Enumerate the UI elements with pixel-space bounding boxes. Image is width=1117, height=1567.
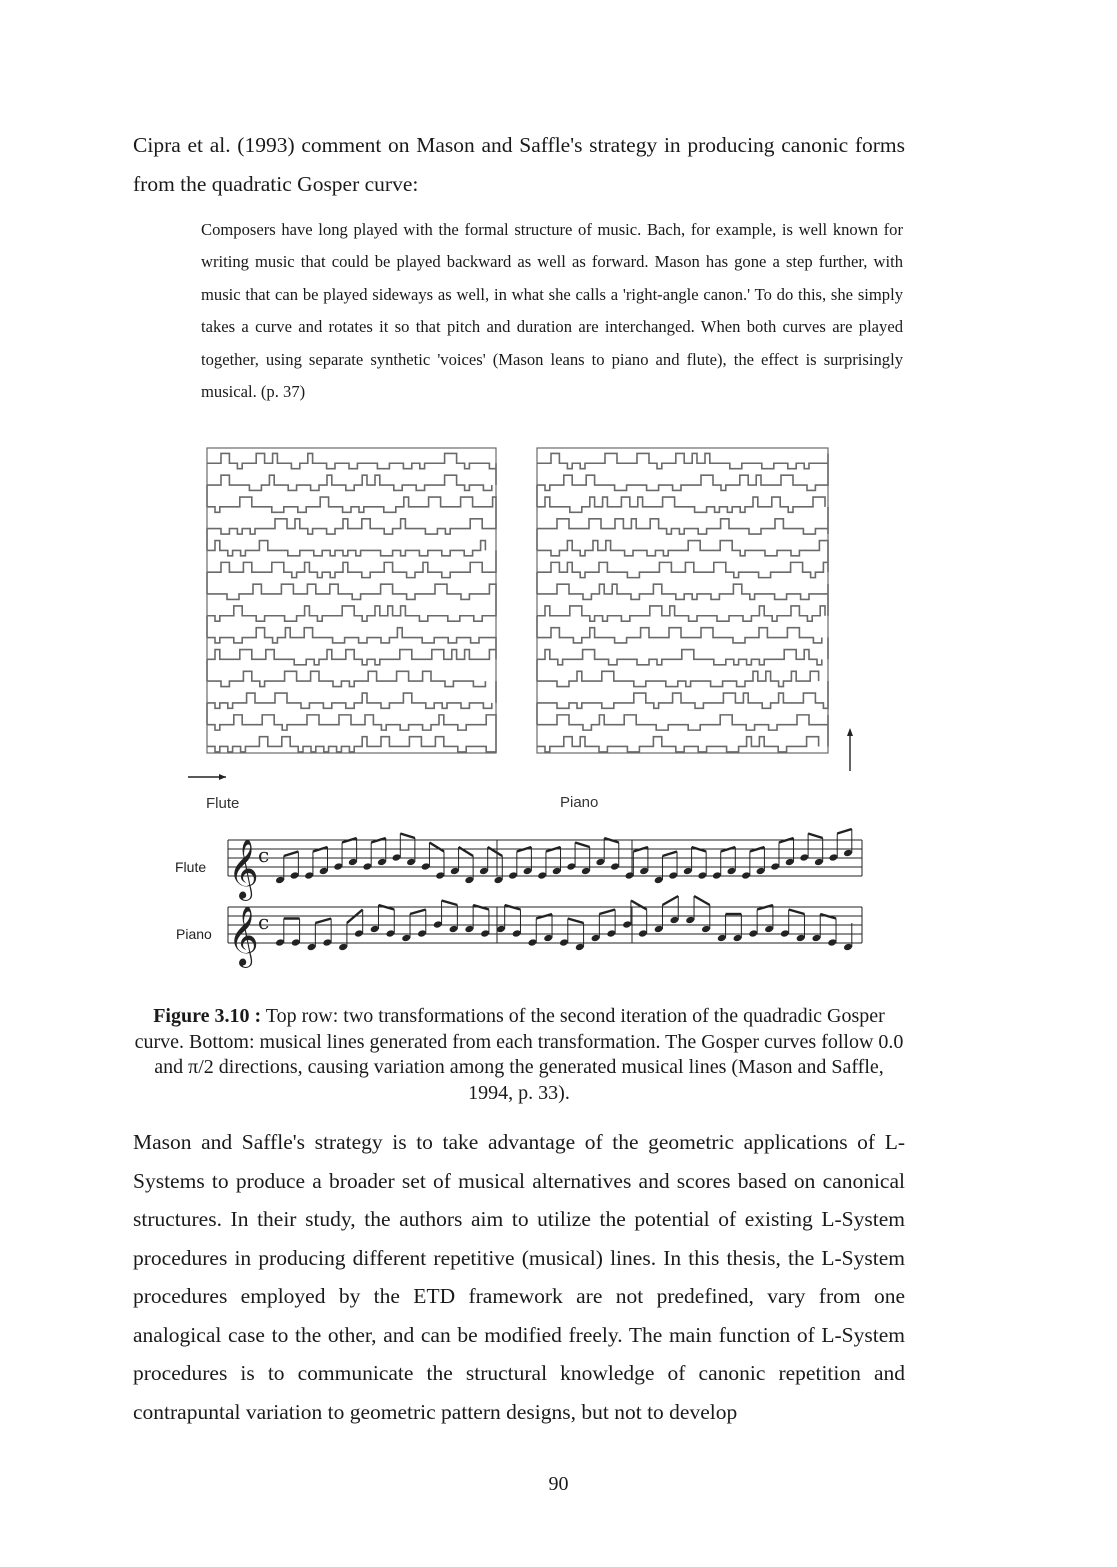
note-beam xyxy=(568,919,584,924)
note-beam xyxy=(400,834,415,839)
note-beam xyxy=(284,852,299,857)
figure-caption xyxy=(133,1004,905,1106)
note-beam xyxy=(575,843,590,848)
note-beam xyxy=(429,843,444,852)
note-beam xyxy=(662,852,677,857)
note-beam xyxy=(789,910,805,915)
staff-label-flute: Flute xyxy=(175,859,207,875)
time-signature: c xyxy=(258,910,270,934)
piano-gosper-curve xyxy=(537,448,828,753)
flute-gosper-curve xyxy=(207,448,496,753)
page-number: 90 xyxy=(548,1473,569,1495)
note-beam xyxy=(662,896,678,905)
staff-label-piano: Piano xyxy=(176,926,212,942)
treble-clef-icon: 𝄞 xyxy=(228,841,259,898)
block-quote: Composers have long played with the formal structure of music. Bach, for example, is well known for writing music that could be played backward as well as forward. Mason has gone a step further, with music that can be played sideways as well, in what she calls a 'right-angle canon.' To do this, she simply takes a curve and rotates it so that pitch and duration are interchanged. When both curves are played together, using separate synthetic 'voices' (Mason leans to piano and flute), the effect is surprisingly musical. (p. 37) xyxy=(201,220,903,402)
note-beam xyxy=(442,901,458,906)
caption-label: Figure 3.10 : xyxy=(153,1005,262,1027)
note-beam xyxy=(837,829,852,834)
note-beam xyxy=(488,847,503,856)
note-beam xyxy=(315,919,331,924)
flute-curve-label: Flute xyxy=(206,795,240,812)
time-signature: c xyxy=(258,843,270,867)
treble-clef-icon: 𝄞 xyxy=(228,908,259,965)
note-beam xyxy=(694,896,710,905)
piano-curve-label: Piano xyxy=(560,794,599,811)
note-beam xyxy=(631,901,647,910)
body-paragraph: Mason and Saffle's strategy is to take advantage of the geometric applications of L-Systems to produce a broader set of musical alternatives and scores based on canonical structures. In their study, the authors aim to utilize the potential of existing L-System procedures in producing different repetitive (musical) lines. In this thesis, the L-System procedures employed by the ETD framework are not predefined, vary from one analogical case to the other, and can be modified freely. The main function of L-System procedures is to communicate the structural knowledge of canonic repetition and contrapuntal variation to geometric pattern designs, but not to develop xyxy=(133,1130,905,1424)
note-beam xyxy=(459,847,474,856)
figure-3-10 xyxy=(175,428,870,968)
right-arrow-icon xyxy=(188,774,226,780)
note-beam xyxy=(599,910,615,915)
note-beam xyxy=(808,834,823,839)
note-beam xyxy=(410,910,426,915)
caption-text: Top row: two transformations of the second iteration of the quadradic Gosper curve. Bottom: musical lines generated from each transformation. The Gosper curves follow 0.0 and π/2 directions, causing variation among the generated musical lines (Mason and Saffle, 1994, p. 33). xyxy=(134,1005,904,1104)
intro-paragraph: Cipra et al. (1993) comment on Mason and Saffle's strategy in producing canonic forms from the quadratic Gosper curve: xyxy=(133,133,905,196)
up-arrow-icon xyxy=(847,728,853,771)
